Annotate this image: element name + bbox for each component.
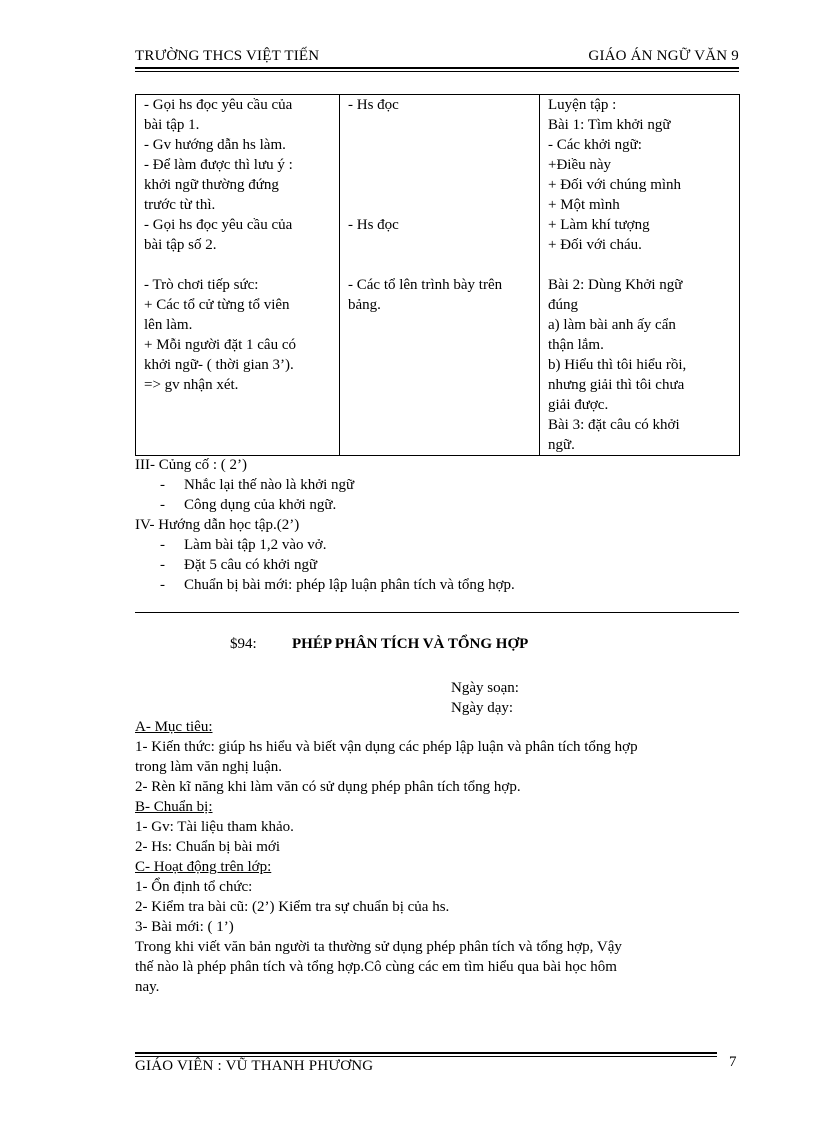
- consolidate-item-text: Công dụng của khởi ngữ.: [184, 497, 337, 513]
- spacer: [348, 135, 535, 155]
- content-line: nhưng giải thì tôi chưa: [548, 377, 685, 393]
- teacher-line: - Để làm được thì lưu ý :: [144, 157, 293, 173]
- teacher-line: - Trò chơi tiếp sức:: [144, 277, 259, 293]
- homework-item-text: Đặt 5 câu có khởi ngữ: [184, 557, 318, 573]
- content-line: đúng: [548, 297, 578, 313]
- student-activity-cell: [340, 95, 540, 456]
- content-cell: [540, 95, 740, 456]
- student-line: - Hs đọc: [348, 217, 399, 233]
- objectives-line: 1- Kiến thức: giúp hs hiểu và biết vận dụng các phép lập luận và phân tích tổng hợp: [135, 739, 638, 755]
- activity-table: [135, 94, 740, 456]
- teacher-line: - Gọi hs đọc yêu cầu của: [144, 97, 293, 113]
- lesson-number: $94:: [230, 636, 257, 652]
- content-line: Bài 1: Tìm khởi ngữ: [548, 117, 671, 133]
- teacher-line: khởi ngữ- ( thời gian 3’).: [144, 357, 294, 373]
- homework-heading: IV- Hướng dẫn học tập.(2’): [135, 517, 300, 533]
- activities-heading: C- Hoạt động trên lớp:: [135, 859, 272, 875]
- footer-rule: [135, 1052, 717, 1054]
- teacher-line: khởi ngữ thường đứng: [144, 177, 279, 193]
- spacer: [348, 175, 535, 195]
- spacer: [348, 195, 535, 215]
- teacher-line: bài tập số 2.: [144, 237, 217, 253]
- objectives-line: trong làm văn nghị luận.: [135, 759, 283, 775]
- activities-line: 1- Ổn định tổ chức:: [135, 879, 253, 895]
- content-line: + Đối với chúng mình: [548, 177, 682, 193]
- page-number: 7: [729, 1054, 737, 1070]
- content-line: + Làm khí tượng: [548, 217, 650, 233]
- activities-line: 3- Bài mới: ( 1’): [135, 919, 234, 935]
- consolidate-item-text: Nhắc lại thế nào là khởi ngữ: [184, 477, 355, 493]
- content-line: giải được.: [548, 397, 609, 413]
- objectives-line: 2- Rèn kĩ năng khi làm văn có sử dụng phép phân tích tổng hợp.: [135, 779, 521, 795]
- activities-line: Trong khi viết văn bản người ta thường sử dụng phép phân tích và tổng hợp, Vậy: [135, 939, 622, 955]
- footer-rule-thin: [135, 1056, 717, 1057]
- teacher-line: + Các tổ cử từng tổ viên: [144, 297, 290, 313]
- content-line: Luyện tập :: [548, 97, 617, 113]
- lesson-title-text: PHÉP PHÂN TÍCH VÀ TỔNG HỢP: [292, 636, 529, 652]
- content-line: b) Hiểu thì tôi hiểu rồi,: [548, 357, 687, 373]
- header-rule-thin: [135, 71, 739, 72]
- preparation-line: 1- Gv: Tài liệu tham khảo.: [135, 819, 294, 835]
- spacer: [348, 235, 535, 255]
- content-line: - Các khởi ngữ:: [548, 137, 642, 153]
- teach-date: Ngày dạy:: [451, 700, 514, 716]
- preparation-line: 2- Hs: Chuẩn bị bài mới: [135, 839, 281, 855]
- spacer: [144, 255, 335, 275]
- spacer: [548, 255, 735, 275]
- student-line: - Các tổ lên trình bày trên: [348, 277, 503, 293]
- content-line: + Đối với cháu.: [548, 237, 642, 253]
- teacher-line: - Gọi hs đọc yêu cầu của: [144, 217, 293, 233]
- objectives-heading: A- Mục tiêu:: [135, 719, 213, 735]
- spacer: [348, 255, 535, 275]
- student-line: - Hs đọc: [348, 97, 399, 113]
- prep-date: Ngày soạn:: [451, 680, 519, 696]
- content-line: thận lắm.: [548, 337, 604, 353]
- school-name: TRƯỜNG THCS VIỆT TIẾN: [135, 48, 320, 64]
- subject-name: GIÁO ÁN NGỮ VĂN 9: [588, 48, 739, 64]
- activities-line: nay.: [135, 979, 160, 995]
- content-line: Bài 3: đặt câu có khởi: [548, 417, 680, 433]
- content-line: + Một mình: [548, 197, 620, 213]
- content-line: ngữ.: [548, 437, 575, 453]
- spacer: [348, 115, 535, 135]
- teacher-activity-cell: [136, 95, 340, 456]
- teacher-line: bài tập 1.: [144, 117, 200, 133]
- teacher-line: + Mỗi người đặt 1 câu có: [144, 337, 296, 353]
- teacher-line: => gv nhận xét.: [144, 377, 239, 393]
- homework-item: - Làm bài tập 1,2 vào vở.: [160, 537, 327, 553]
- spacer: [348, 155, 535, 175]
- teacher-line: - Gv hướng dẫn hs làm.: [144, 137, 286, 153]
- content-line: +Điều này: [548, 157, 612, 173]
- homework-item-text: Chuẩn bị bài mới: phép lập luận phân tích và tổng hợp.: [184, 577, 515, 593]
- teacher-line: trước từ thì.: [144, 197, 216, 213]
- student-line: bảng.: [348, 297, 381, 313]
- page-header: [135, 48, 739, 68]
- content-line: Bài 2: Dùng Khởi ngữ: [548, 277, 683, 293]
- teacher-name: GIÁO VIÊN : VŨ THANH PHƯƠNG: [135, 1058, 374, 1074]
- consolidate-item: - Công dụng của khởi ngữ.: [160, 497, 337, 513]
- activities-line: thế nào là phép phân tích và tổng hợp.Cô cùng các em tìm hiểu qua bài học hôm: [135, 959, 617, 975]
- consolidate-item: - Nhắc lại thế nào là khởi ngữ: [160, 477, 355, 493]
- header-rule: [135, 67, 739, 69]
- homework-item: - Đặt 5 câu có khởi ngữ: [160, 557, 318, 573]
- activities-line: 2- Kiểm tra bài cũ: (2’) Kiểm tra sự chuẩn bị của hs.: [135, 899, 450, 915]
- teacher-line: lên làm.: [144, 317, 193, 333]
- homework-item: - Chuẩn bị bài mới: phép lập luận phân tích và tổng hợp.: [160, 577, 515, 593]
- lesson-title: [230, 636, 528, 653]
- content-line: a) làm bài anh ấy cẩn: [548, 317, 676, 333]
- preparation-heading: B- Chuẩn bị:: [135, 799, 213, 815]
- consolidate-heading: III- Củng cố : ( 2’): [135, 457, 248, 473]
- homework-item-text: Làm bài tập 1,2 vào vở.: [184, 537, 327, 553]
- section-divider: [135, 612, 739, 613]
